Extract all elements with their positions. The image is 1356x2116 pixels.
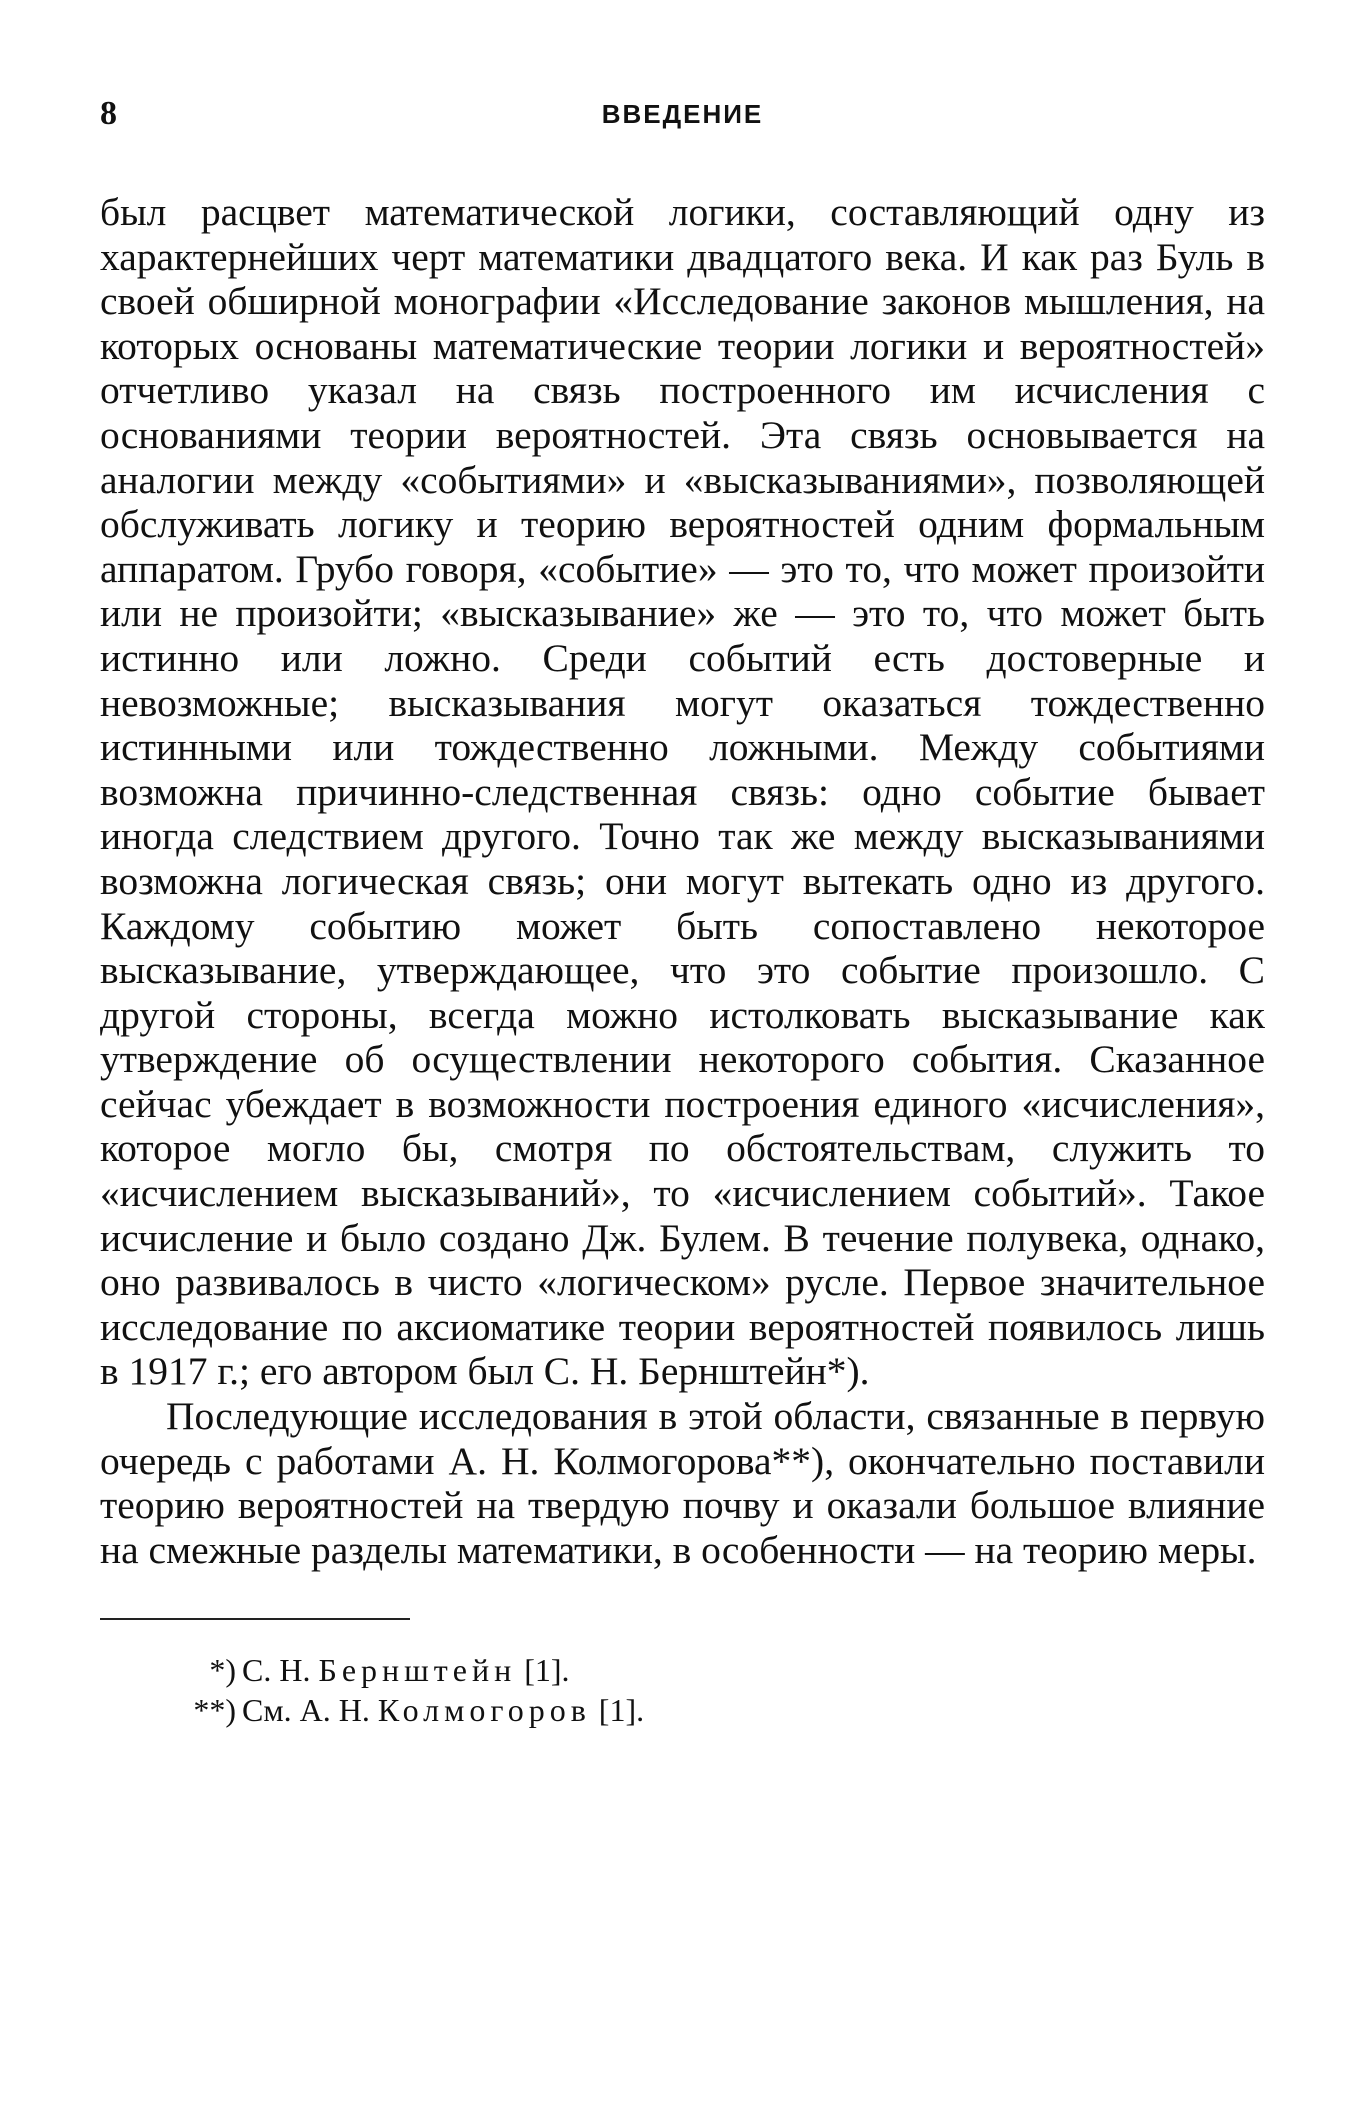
body-text	[100, 190, 1265, 1572]
paragraph-2: Последующие исследования в этой области, связанные в первую очередь с работами А. Н. Колмогорова**), окончательно поставили теорию вероятностей на твердую почву и оказали большое влияние на смежные разделы математики, в особенности — на теорию меры.	[100, 1394, 1265, 1572]
footnotes	[192, 1650, 1265, 1730]
footnote-1	[192, 1650, 1265, 1690]
footnote-prefix: См. А. Н.	[242, 1692, 370, 1729]
footnote-ref: [1].	[598, 1692, 645, 1729]
page-header	[100, 95, 1265, 145]
book-page	[100, 95, 1265, 1730]
footnote-author: Колмогоров	[377, 1692, 591, 1729]
footnote-rule	[100, 1618, 410, 1620]
paragraph-1: был расцвет математической логики, составляющий одну из характернейших черт математики двадцатого века. И как раз Буль в своей обширной монографии «Исследование законов мышления, на которых основаны математические теории логики и вероятностей» отчетливо указал на связь построенного им исчисления с основаниями теории вероятностей. Эта связь основывается на аналогии между «событиями» и «высказываниями», позволяющей обслуживать логику и теорию вероятностей одним формальным аппаратом. Грубо говоря, «событие» — это то, что может произойти или не произойти; «высказывание» же — это то, что может быть истинно или ложно. Среди событий есть достоверные и невозможные; высказывания могут оказаться тождественно истинными или тождественно ложными. Между событиями возможна причинно-следственная связь: одно событие бывает иногда следствием другого. Точно так же между высказываниями возможна логическая связь; они могут вытекать одно из другого. Каждому событию может быть сопоставлено некоторое высказывание, утверждающее, что это событие произошло. С другой стороны, всегда можно истолковать высказывание как утверждение об осуществлении некоторого события. Сказанное сейчас убеждает в возможности построения единого «исчисления», которое могло бы, смотря по обстоятельствам, служить то «исчислением высказываний», то «исчислением событий». Такое исчисление и было создано Дж. Булем. В течение полувека, однако, оно развивалось в чисто «логическом» русле. Первое значительное исследование по аксиоматике теории вероятностей появилось лишь в 1917 г.; его автором был С. Н. Бернштейн*).	[100, 190, 1265, 1394]
footnote-ref: [1].	[524, 1652, 570, 1689]
running-head: ВВЕДЕНИЕ	[601, 99, 764, 129]
footnote-prefix: С. Н.	[242, 1652, 311, 1689]
footnote-marker: *)	[209, 1652, 236, 1689]
footnote-2	[192, 1690, 1265, 1730]
footnote-author: Бернштейн	[318, 1652, 517, 1689]
page-number: 8	[100, 95, 117, 132]
footnote-marker: **)	[193, 1692, 236, 1729]
